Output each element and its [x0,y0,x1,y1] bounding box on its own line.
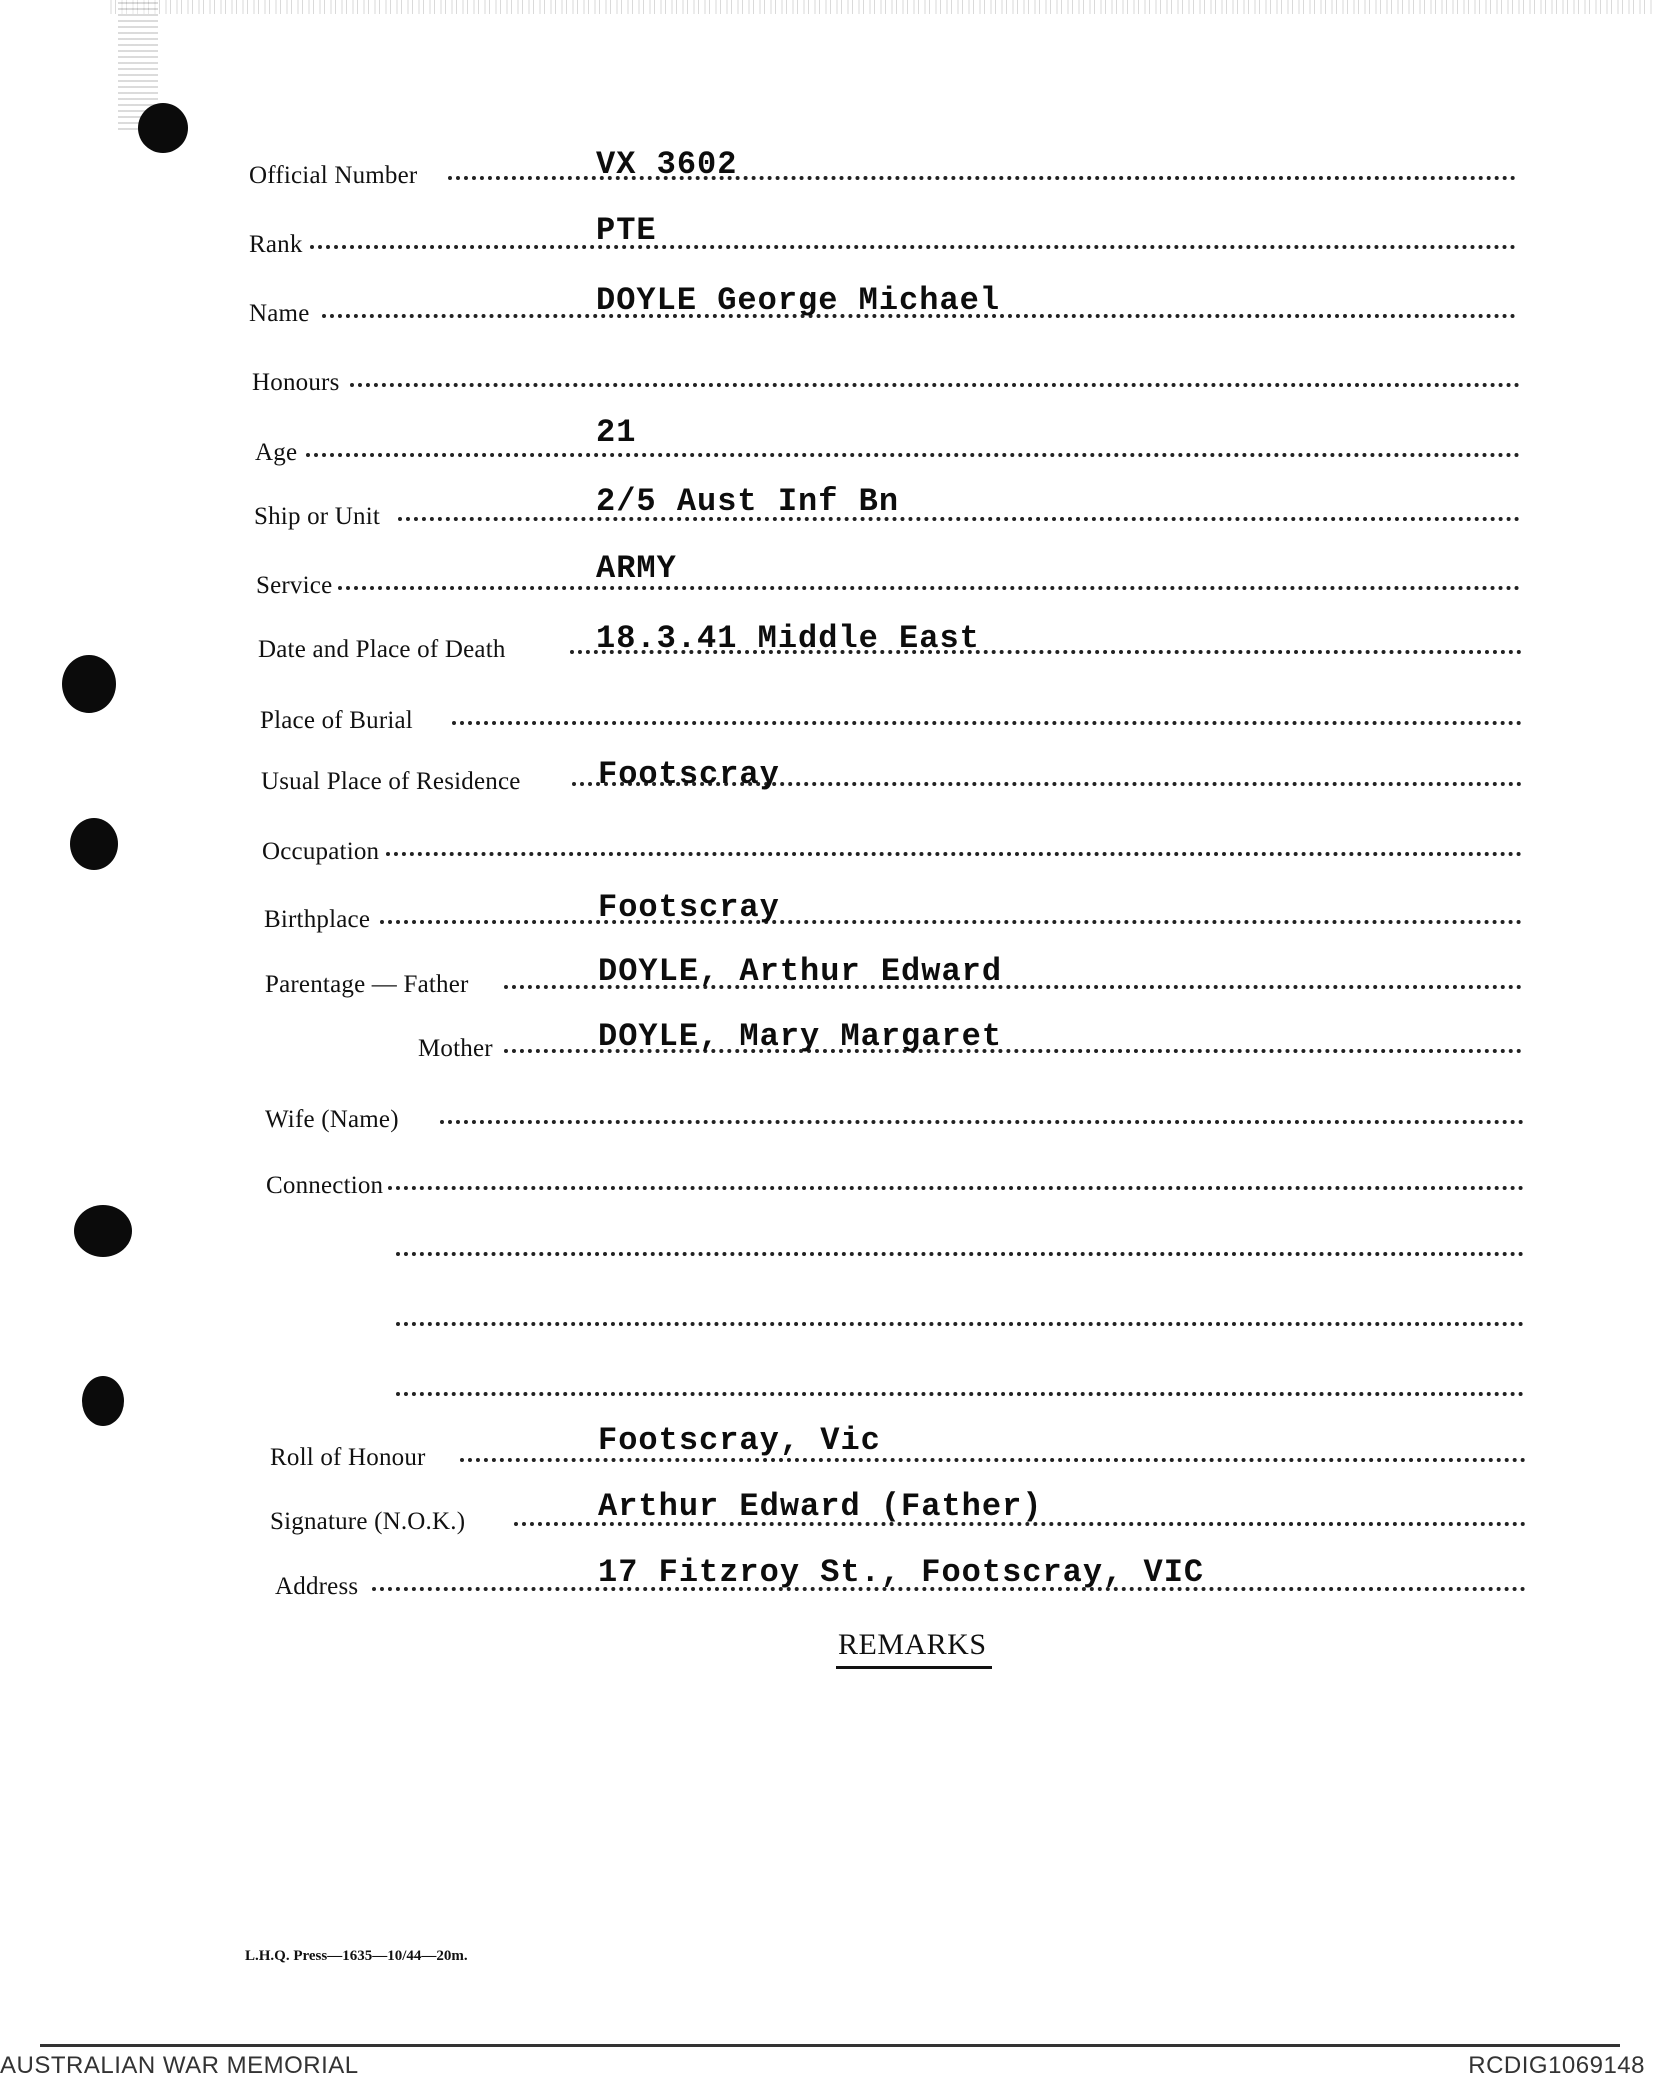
connection-line [388,1186,1524,1190]
honours-label: Honours [252,369,340,396]
ship-or-unit-label: Ship or Unit [254,503,381,530]
service-label: Service [256,572,333,599]
connection-line-4 [396,1392,1524,1396]
roll-of-honour-label: Roll of Honour [270,1444,426,1471]
address-label: Address [275,1573,359,1600]
mother-value: DOYLE, Mary Margaret [598,1018,1003,1055]
punch-hole [70,818,118,870]
father-value: DOYLE, Arthur Edward [598,953,1003,990]
address-value: 17 Fitzroy St., Footscray, VIC [598,1554,1205,1591]
print-code: L.H.Q. Press—1635—10/44—20m. [245,1948,468,1964]
date-place-of-death-label: Date and Place of Death [258,636,506,663]
age-label: Age [255,439,298,466]
rank-label: Rank [249,231,303,258]
honours-line [350,383,1520,387]
mother-label: Mother [418,1035,493,1062]
service-line [338,586,1520,590]
name-value: DOYLE George Michael [596,282,1001,319]
remarks-underline [836,1666,992,1669]
signature-value: Arthur Edward (Father) [598,1488,1043,1525]
birthplace-label: Birthplace [264,906,371,933]
age-line [306,453,1520,457]
connection-line-2 [396,1252,1524,1256]
archive-name: AUSTRALIAN WAR MEMORIAL [0,2052,359,2079]
rank-value: PTE [596,212,657,249]
birthplace-value: Footscray [598,889,780,926]
scan-edge-top [110,0,1655,14]
service-value: ARMY [596,550,677,587]
place-of-burial-label: Place of Burial [260,707,413,734]
official-number-value: VX 3602 [596,146,738,183]
archive-reference: RCDIG1069148 [1468,2052,1645,2079]
remarks-heading: REMARKS [838,1628,987,1661]
rank-line [310,245,1516,249]
occupation-line [386,852,1522,856]
place-of-burial-line [452,721,1522,725]
ship-or-unit-value: 2/5 Aust Inf Bn [596,483,900,520]
occupation-label: Occupation [262,838,380,865]
connection-label: Connection [266,1172,384,1199]
usual-residence-value: Footscray [598,756,780,793]
bottom-rule [40,2044,1620,2047]
date-place-of-death-value: 18.3.41 Middle East [596,620,980,657]
signature-label: Signature (N.O.K.) [270,1508,466,1535]
birthplace-line [380,920,1522,924]
father-label: Parentage — Father [265,971,469,998]
roll-of-honour-value: Footscray, Vic [598,1422,881,1459]
age-value: 21 [596,414,637,451]
punch-hole [62,655,116,713]
punch-hole [74,1205,132,1257]
punch-hole [82,1376,124,1426]
connection-line-3 [396,1322,1524,1326]
ship-or-unit-line [398,517,1520,521]
wife-label: Wife (Name) [265,1106,399,1133]
name-label: Name [249,300,310,327]
usual-residence-label: Usual Place of Residence [261,768,521,795]
punch-hole [138,103,188,153]
wife-line [440,1120,1524,1124]
official-number-label: Official Number [249,162,418,189]
